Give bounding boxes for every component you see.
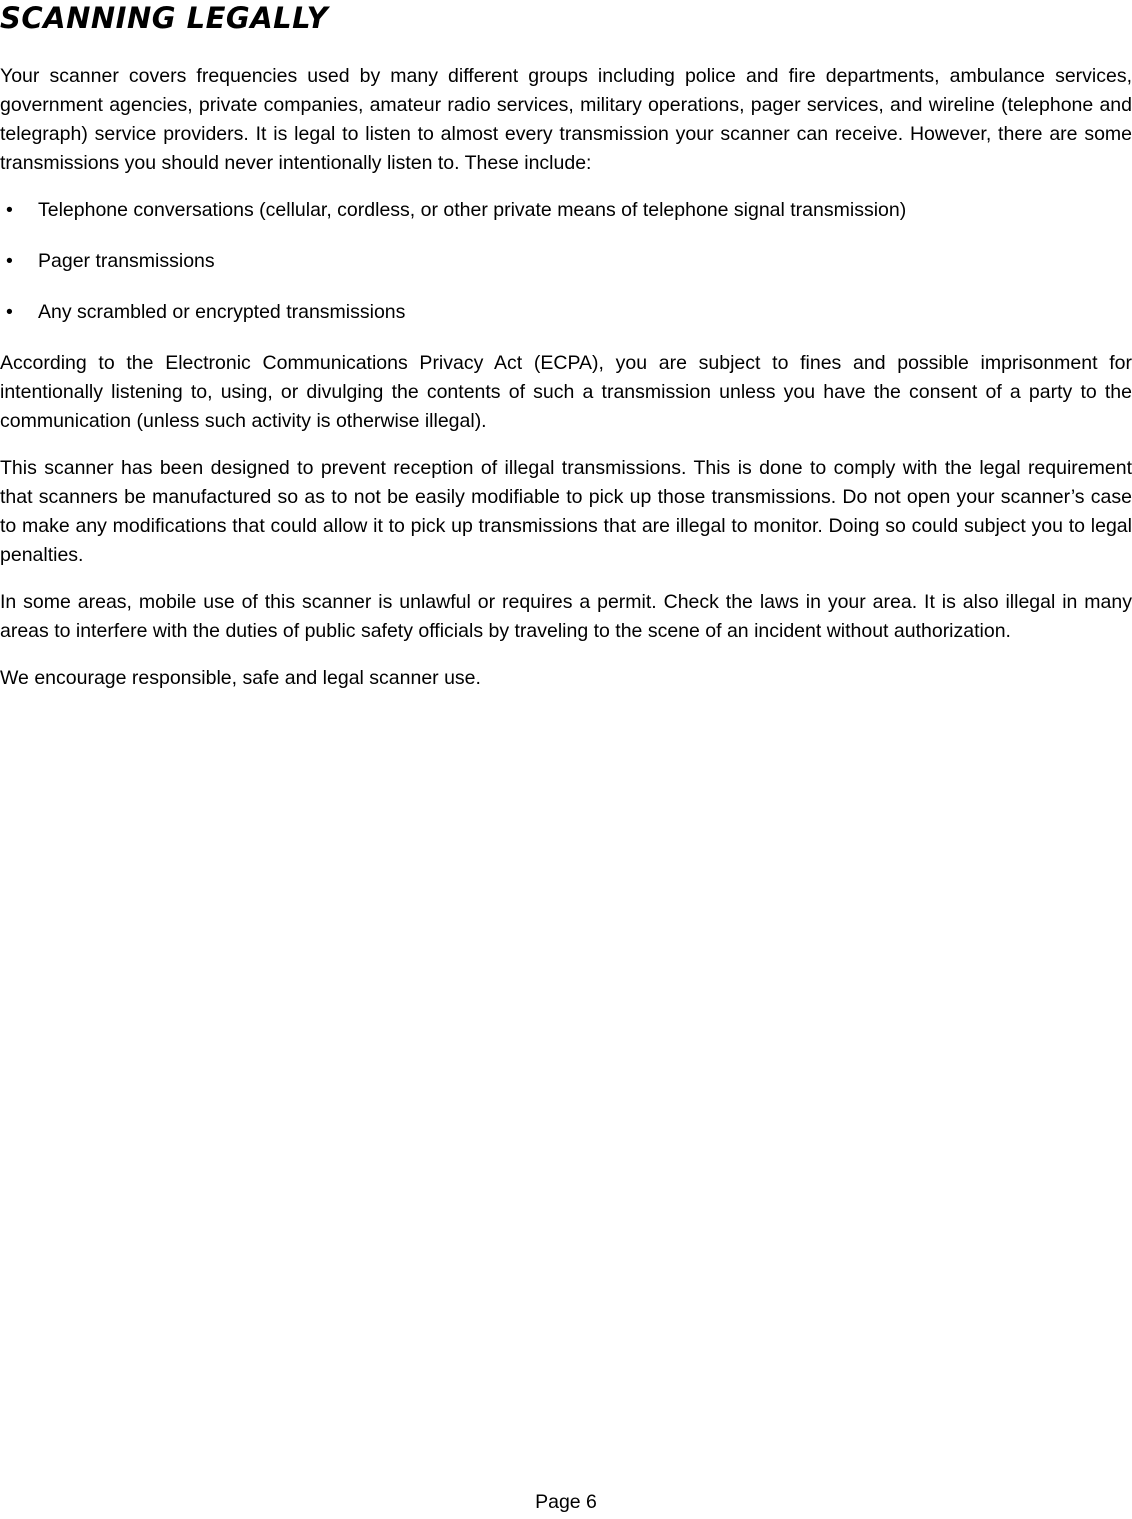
page-number: Page 6 [535, 1491, 597, 1513]
ecpa-paragraph: According to the Electronic Communications Privacy Act (ECPA), you are subject to fines and possible imprisonment for intentionally listening to, using, or divulging the contents of such a transmission unless you have the consent of a party to the communication (unless such activity is otherwise illegal). [0, 352, 1132, 432]
bullet-icon: • [6, 199, 13, 221]
list-item-text: Any scrambled or encrypted transmissions [38, 301, 406, 323]
list-item [0, 196, 1132, 225]
restricted-transmissions-list [0, 196, 1132, 327]
bullet-icon: • [6, 301, 13, 323]
document-body [0, 62, 1132, 711]
list-item-text: Telephone conversations (cellular, cordless, or other private means of telephone signal transmission) [38, 199, 907, 221]
intro-paragraph: Your scanner covers frequencies used by many different groups including police and fire departments, ambulance services, government agencies, private companies, amateur radio services, military operations, pager services, and wireline (telephone and telegraph) service providers. It is legal to listen to almost every transmission your scanner can receive. However, there are some transmissions you should never intentionally listen to. These include: [0, 65, 1132, 174]
list-item-text: Pager transmissions [38, 250, 215, 272]
design-paragraph: This scanner has been designed to prevent reception of illegal transmissions. This is done to comply with the legal requirement that scanners be manufactured so as to not be easily modifiable to pick up those transmissions. Do not open your scanner’s case to make any modifications that could allow it to pick up transmissions that are illegal to monitor. Doing so could subject you to legal penalties. [0, 457, 1132, 566]
closing-paragraph: We encourage responsible, safe and legal scanner use. [0, 667, 481, 689]
mobile-use-paragraph: In some areas, mobile use of this scanner is unlawful or requires a permit. Check the laws in your area. It is also illegal in many areas to interfere with the duties of public safety officials by traveling to the scene of an incident without authorization. [0, 591, 1132, 642]
list-item [0, 298, 1132, 327]
list-item [0, 247, 1132, 276]
bullet-icon: • [6, 250, 13, 272]
page-title: SCANNING LEGALLY [0, 1, 329, 35]
